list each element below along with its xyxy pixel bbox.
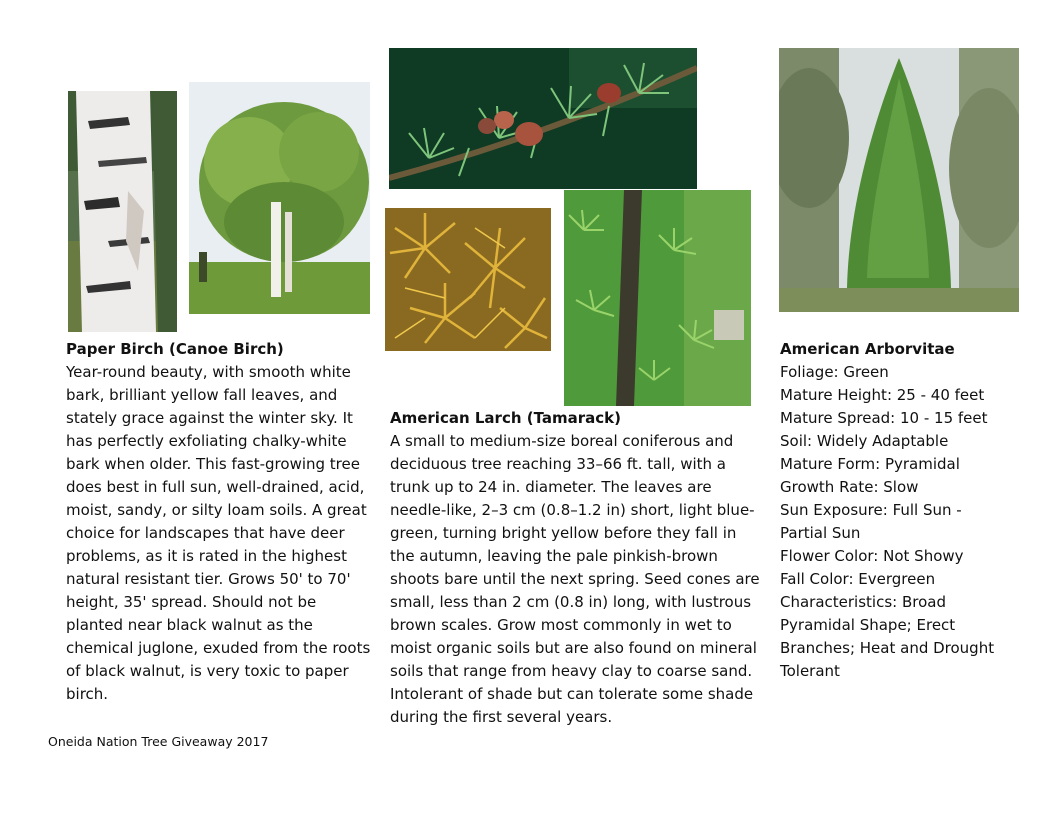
arborvitae-line: Pyramidal Shape; Erect [780, 616, 956, 634]
page-footer: Oneida Nation Tree Giveaway 2017 [48, 734, 269, 749]
larch-line: Intolerant of shade but can tolerate some shade [390, 685, 754, 703]
larch-line: brown scales. Grow most commonly in wet to [390, 616, 732, 634]
larch-autumn-needles-photo [385, 208, 551, 351]
larch-line: the autumn, leaving the pale pinkish-brown [390, 547, 718, 565]
arborvitae-line: Mature Form: Pyramidal [780, 455, 960, 473]
arborvitae-line: Branches; Heat and Drought [780, 639, 995, 657]
birch-line: bark when older. This fast-growing tree [66, 455, 360, 473]
larch-cones-photo [389, 48, 697, 189]
larch-title: American Larch (Tamarack) [390, 409, 622, 427]
arborvitae-line: Mature Height: 25 - 40 feet [780, 386, 985, 404]
larch-line: shoots bare until the next spring. Seed cones are [390, 570, 760, 588]
birch-line: planted near black walnut as the [66, 616, 313, 634]
larch-line: trunk up to 24 in. diameter. The leaves are [390, 478, 712, 496]
arborvitae-photo [779, 48, 1019, 312]
larch-line: needle-like, 2–3 cm (0.8–1.2 in) short, light blue- [390, 501, 755, 519]
birch-line: has perfectly exfoliating chalky-white [66, 432, 347, 450]
arborvitae-line: Fall Color: Evergreen [780, 570, 936, 588]
birch-line: moist, sandy, or silty loam soils. A great [66, 501, 367, 519]
birch-title: Paper Birch (Canoe Birch) [66, 340, 284, 358]
larch-line: deciduous tree reaching 33–66 ft. tall, with a [390, 455, 726, 473]
birch-line: stately grace against the winter sky. It [66, 409, 353, 427]
birch-line: Year-round beauty, with smooth white [66, 363, 351, 381]
larch-line: moist organic soils but are also found on mineral [390, 639, 757, 657]
arborvitae-line: Sun Exposure: Full Sun - [780, 501, 962, 519]
birch-line: of black walnut, is very toxic to paper [66, 662, 349, 680]
birch-line: problems, as it is rated in the highest [66, 547, 347, 565]
arborvitae-line: Soil: Widely Adaptable [780, 432, 949, 450]
larch-line: during the first several years. [390, 708, 613, 726]
arborvitae-line: Partial Sun [780, 524, 861, 542]
larch-line: A small to medium-size boreal coniferous and [390, 432, 734, 450]
arborvitae-line: Mature Spread: 10 - 15 feet [780, 409, 988, 427]
birch-description [66, 338, 370, 706]
birch-tree-photo [189, 82, 370, 314]
arborvitae-line: Tolerant [780, 662, 840, 680]
birch-line: bark, brilliant yellow fall leaves, and [66, 386, 338, 404]
larch-description [390, 407, 760, 729]
arborvitae-line: Growth Rate: Slow [780, 478, 919, 496]
larch-branch-photo [564, 190, 751, 406]
larch-line: green, turning bright yellow before they fall in [390, 524, 737, 542]
birch-line: natural resistant tier. Grows 50' to 70' [66, 570, 351, 588]
birch-line: chemical juglone, exuded from the roots [66, 639, 371, 657]
birch-line: birch. [66, 685, 109, 703]
arborvitae-line: Characteristics: Broad [780, 593, 946, 611]
larch-line: soils that range from heavy clay to coarse sand. [390, 662, 753, 680]
birch-line: does best in full sun, well-drained, acid, [66, 478, 365, 496]
arborvitae-title: American Arborvitae [780, 340, 955, 358]
arborvitae-description [780, 338, 994, 683]
birch-line: choice for landscapes that have deer [66, 524, 345, 542]
birch-line: height, 35' spread. Should not be [66, 593, 317, 611]
birch-bark-photo [68, 91, 177, 332]
arborvitae-line: Flower Color: Not Showy [780, 547, 964, 565]
larch-line: small, less than 2 cm (0.8 in) long, with lustrous [390, 593, 752, 611]
arborvitae-line: Foliage: Green [780, 363, 889, 381]
